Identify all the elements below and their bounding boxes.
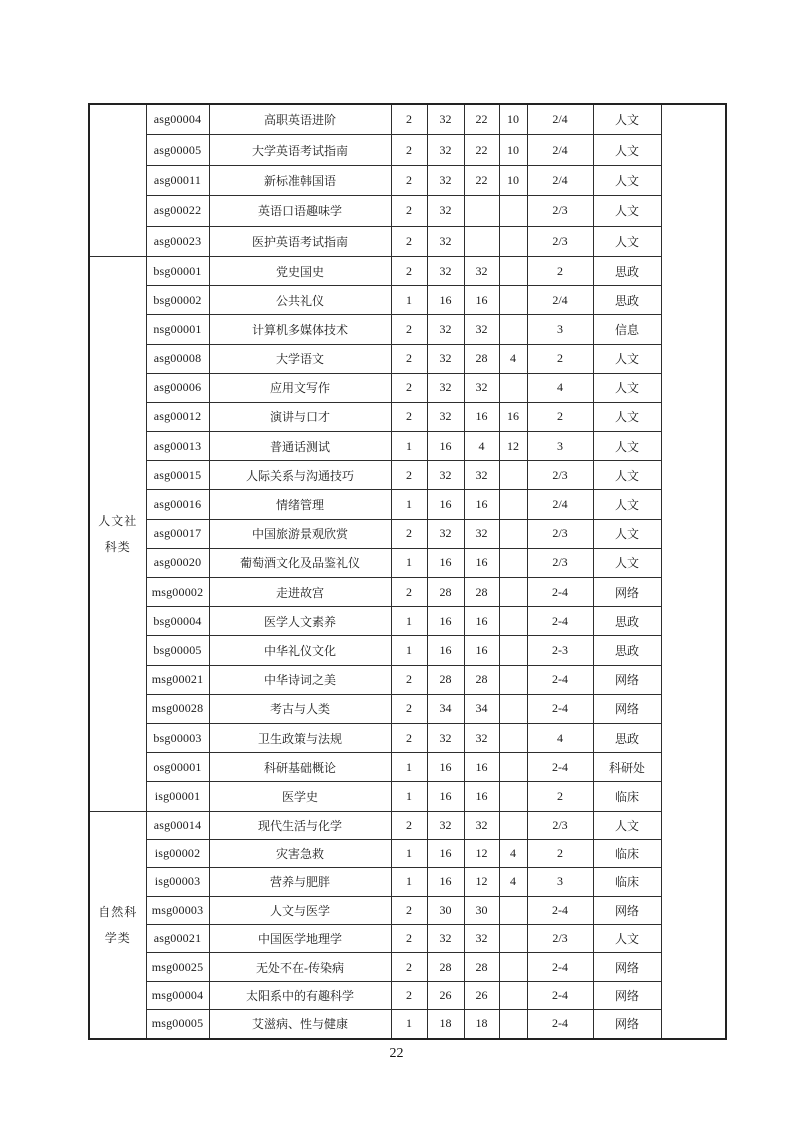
semester-cell: 3 — [527, 432, 593, 461]
semester-cell: 2-4 — [527, 953, 593, 981]
course-code-cell: asg00012 — [146, 402, 209, 431]
total-hours-cell: 16 — [427, 753, 464, 782]
table-row — [89, 196, 726, 226]
total-hours-cell: 32 — [427, 402, 464, 431]
total-hours-cell: 16 — [427, 548, 464, 577]
theory-hours-cell: 22 — [464, 135, 499, 165]
practice-hours-cell: 4 — [499, 344, 527, 373]
credits-cell: 2 — [391, 373, 427, 402]
course-code-cell: asg00017 — [146, 519, 209, 548]
semester-cell: 3 — [527, 868, 593, 896]
course-name-cell: 葡萄酒文化及品鉴礼仪 — [209, 548, 391, 577]
table-row — [89, 373, 726, 402]
course-table — [88, 103, 727, 1040]
course-code-cell: asg00016 — [146, 490, 209, 519]
theory-hours-cell: 22 — [464, 104, 499, 135]
course-code-cell: osg00001 — [146, 753, 209, 782]
credits-cell: 2 — [391, 135, 427, 165]
department-cell: 网络 — [593, 896, 661, 924]
category-label-line: 学类 — [104, 930, 131, 945]
course-code-cell: msg00028 — [146, 694, 209, 723]
practice-hours-cell — [499, 694, 527, 723]
credits-cell: 1 — [391, 490, 427, 519]
theory-hours-cell: 16 — [464, 548, 499, 577]
course-name-cell: 灾害急救 — [209, 839, 391, 867]
department-cell: 人文 — [593, 135, 661, 165]
credits-cell: 1 — [391, 607, 427, 636]
total-hours-cell: 26 — [427, 981, 464, 1009]
course-name-cell: 人际关系与沟通技巧 — [209, 461, 391, 490]
table-row — [89, 226, 726, 256]
course-code-cell: isg00003 — [146, 868, 209, 896]
semester-cell: 2/4 — [527, 286, 593, 315]
course-name-cell: 党史国史 — [209, 256, 391, 285]
table-row — [89, 694, 726, 723]
department-cell: 人文 — [593, 925, 661, 953]
credits-cell: 2 — [391, 578, 427, 607]
table-row — [89, 104, 726, 135]
credits-cell: 2 — [391, 196, 427, 226]
course-code-cell: bsg00005 — [146, 636, 209, 665]
credits-cell: 2 — [391, 315, 427, 344]
credits-cell: 1 — [391, 753, 427, 782]
course-name-cell: 现代生活与化学 — [209, 811, 391, 839]
semester-cell: 4 — [527, 373, 593, 402]
table-row — [89, 402, 726, 431]
practice-hours-cell — [499, 723, 527, 752]
credits-cell: 2 — [391, 981, 427, 1009]
total-hours-cell: 16 — [427, 636, 464, 665]
course-name-cell: 应用文写作 — [209, 373, 391, 402]
semester-cell: 2-3 — [527, 636, 593, 665]
course-code-cell: bsg00002 — [146, 286, 209, 315]
table-row — [89, 315, 726, 344]
course-name-cell: 科研基础概论 — [209, 753, 391, 782]
total-hours-cell: 32 — [427, 196, 464, 226]
credits-cell: 1 — [391, 782, 427, 811]
practice-hours-cell — [499, 782, 527, 811]
semester-cell: 3 — [527, 315, 593, 344]
total-hours-cell: 28 — [427, 953, 464, 981]
table-row — [89, 165, 726, 195]
semester-cell: 2/3 — [527, 461, 593, 490]
department-cell: 思政 — [593, 723, 661, 752]
theory-hours-cell: 32 — [464, 925, 499, 953]
department-cell: 思政 — [593, 286, 661, 315]
department-cell: 人文 — [593, 548, 661, 577]
theory-hours-cell: 32 — [464, 373, 499, 402]
course-code-cell: asg00013 — [146, 432, 209, 461]
total-hours-cell: 32 — [427, 226, 464, 256]
course-code-cell: isg00001 — [146, 782, 209, 811]
total-hours-cell: 16 — [427, 839, 464, 867]
table-row — [89, 256, 726, 285]
theory-hours-cell: 32 — [464, 811, 499, 839]
theory-hours-cell: 18 — [464, 1010, 499, 1039]
theory-hours-cell: 32 — [464, 519, 499, 548]
table-row — [89, 925, 726, 953]
course-code-cell: bsg00001 — [146, 256, 209, 285]
theory-hours-cell: 4 — [464, 432, 499, 461]
course-name-cell: 人文与医学 — [209, 896, 391, 924]
practice-hours-cell — [499, 519, 527, 548]
practice-hours-cell — [499, 665, 527, 694]
credits-cell: 1 — [391, 432, 427, 461]
table-row — [89, 344, 726, 373]
department-cell: 人文 — [593, 490, 661, 519]
theory-hours-cell: 16 — [464, 636, 499, 665]
course-code-cell: bsg00004 — [146, 607, 209, 636]
course-name-cell: 无处不在-传染病 — [209, 953, 391, 981]
credits-cell: 2 — [391, 226, 427, 256]
semester-cell: 2/4 — [527, 135, 593, 165]
empty-right-column-cell — [661, 104, 726, 1039]
credits-cell: 2 — [391, 694, 427, 723]
practice-hours-cell — [499, 226, 527, 256]
category-cell — [89, 256, 146, 811]
semester-cell: 2-4 — [527, 665, 593, 694]
theory-hours-cell: 26 — [464, 981, 499, 1009]
course-code-cell: msg00021 — [146, 665, 209, 694]
theory-hours-cell: 34 — [464, 694, 499, 723]
total-hours-cell: 32 — [427, 165, 464, 195]
theory-hours-cell — [464, 196, 499, 226]
course-name-cell: 走进故宫 — [209, 578, 391, 607]
course-name-cell: 新标准韩国语 — [209, 165, 391, 195]
practice-hours-cell — [499, 256, 527, 285]
table-row — [89, 665, 726, 694]
semester-cell: 4 — [527, 723, 593, 752]
course-name-cell: 计算机多媒体技术 — [209, 315, 391, 344]
total-hours-cell: 16 — [427, 607, 464, 636]
course-code-cell: msg00025 — [146, 953, 209, 981]
total-hours-cell: 28 — [427, 578, 464, 607]
credits-cell: 2 — [391, 104, 427, 135]
course-code-cell: asg00004 — [146, 104, 209, 135]
department-cell: 临床 — [593, 782, 661, 811]
course-name-cell: 普通话测试 — [209, 432, 391, 461]
course-code-cell: nsg00001 — [146, 315, 209, 344]
credits-cell: 2 — [391, 896, 427, 924]
table-row — [89, 811, 726, 839]
total-hours-cell: 32 — [427, 315, 464, 344]
total-hours-cell: 16 — [427, 286, 464, 315]
credits-cell: 2 — [391, 402, 427, 431]
credits-cell: 2 — [391, 256, 427, 285]
total-hours-cell: 32 — [427, 811, 464, 839]
total-hours-cell: 16 — [427, 868, 464, 896]
category-cell — [89, 811, 146, 1039]
course-code-cell: isg00002 — [146, 839, 209, 867]
department-cell: 网络 — [593, 953, 661, 981]
department-cell: 思政 — [593, 607, 661, 636]
practice-hours-cell — [499, 286, 527, 315]
category-label-line: 人文社 — [98, 513, 138, 528]
course-name-cell: 高职英语进阶 — [209, 104, 391, 135]
department-cell: 网络 — [593, 1010, 661, 1039]
semester-cell: 2/3 — [527, 519, 593, 548]
credits-cell: 2 — [391, 519, 427, 548]
semester-cell: 2-4 — [527, 981, 593, 1009]
practice-hours-cell: 16 — [499, 402, 527, 431]
total-hours-cell: 28 — [427, 665, 464, 694]
department-cell: 科研处 — [593, 753, 661, 782]
semester-cell: 2/3 — [527, 811, 593, 839]
theory-hours-cell: 16 — [464, 753, 499, 782]
practice-hours-cell: 10 — [499, 135, 527, 165]
category-label-line: 科类 — [104, 539, 131, 554]
course-name-cell: 演讲与口才 — [209, 402, 391, 431]
table-row — [89, 753, 726, 782]
course-code-cell: asg00006 — [146, 373, 209, 402]
department-cell: 临床 — [593, 868, 661, 896]
theory-hours-cell: 30 — [464, 896, 499, 924]
department-cell: 人文 — [593, 196, 661, 226]
semester-cell: 2-4 — [527, 607, 593, 636]
credits-cell: 1 — [391, 1010, 427, 1039]
table-row — [89, 607, 726, 636]
course-table-body — [89, 104, 726, 1039]
category-label-line: 自然科 — [98, 904, 138, 919]
credits-cell: 2 — [391, 165, 427, 195]
practice-hours-cell — [499, 461, 527, 490]
total-hours-cell: 30 — [427, 896, 464, 924]
department-cell: 网络 — [593, 578, 661, 607]
total-hours-cell: 32 — [427, 519, 464, 548]
department-cell: 思政 — [593, 636, 661, 665]
credits-cell: 2 — [391, 723, 427, 752]
total-hours-cell: 16 — [427, 490, 464, 519]
course-code-cell: asg00023 — [146, 226, 209, 256]
theory-hours-cell: 32 — [464, 461, 499, 490]
table-row — [89, 723, 726, 752]
practice-hours-cell: 10 — [499, 165, 527, 195]
table-row — [89, 953, 726, 981]
total-hours-cell: 32 — [427, 925, 464, 953]
table-row — [89, 981, 726, 1009]
semester-cell: 2-4 — [527, 753, 593, 782]
course-name-cell: 医护英语考试指南 — [209, 226, 391, 256]
course-code-cell: msg00005 — [146, 1010, 209, 1039]
course-name-cell: 大学英语考试指南 — [209, 135, 391, 165]
course-code-cell: msg00002 — [146, 578, 209, 607]
table-row — [89, 286, 726, 315]
table-row — [89, 839, 726, 867]
theory-hours-cell: 28 — [464, 344, 499, 373]
credits-cell: 1 — [391, 548, 427, 577]
semester-cell: 2/3 — [527, 548, 593, 577]
department-cell: 网络 — [593, 694, 661, 723]
practice-hours-cell — [499, 1010, 527, 1039]
credits-cell: 1 — [391, 839, 427, 867]
department-cell: 网络 — [593, 981, 661, 1009]
total-hours-cell: 34 — [427, 694, 464, 723]
course-code-cell: msg00004 — [146, 981, 209, 1009]
table-row — [89, 636, 726, 665]
practice-hours-cell: 10 — [499, 104, 527, 135]
semester-cell: 2/4 — [527, 490, 593, 519]
table-row — [89, 519, 726, 548]
theory-hours-cell: 16 — [464, 402, 499, 431]
practice-hours-cell — [499, 578, 527, 607]
table-row — [89, 782, 726, 811]
table-row — [89, 432, 726, 461]
credits-cell: 2 — [391, 665, 427, 694]
total-hours-cell: 16 — [427, 432, 464, 461]
theory-hours-cell: 16 — [464, 286, 499, 315]
course-code-cell: asg00021 — [146, 925, 209, 953]
semester-cell: 2 — [527, 839, 593, 867]
semester-cell: 2/4 — [527, 165, 593, 195]
semester-cell: 2 — [527, 402, 593, 431]
practice-hours-cell — [499, 953, 527, 981]
department-cell: 人文 — [593, 402, 661, 431]
course-name-cell: 中华诗词之美 — [209, 665, 391, 694]
course-code-cell: asg00008 — [146, 344, 209, 373]
theory-hours-cell: 32 — [464, 723, 499, 752]
course-name-cell: 情绪管理 — [209, 490, 391, 519]
practice-hours-cell — [499, 925, 527, 953]
semester-cell: 2-4 — [527, 578, 593, 607]
department-cell: 人文 — [593, 104, 661, 135]
page-number: 22 — [389, 1046, 404, 1061]
total-hours-cell: 32 — [427, 373, 464, 402]
semester-cell: 2/3 — [527, 196, 593, 226]
course-name-cell: 医学人文素养 — [209, 607, 391, 636]
department-cell: 人文 — [593, 432, 661, 461]
department-cell: 人文 — [593, 519, 661, 548]
course-name-cell: 考古与人类 — [209, 694, 391, 723]
theory-hours-cell: 16 — [464, 782, 499, 811]
table-row — [89, 868, 726, 896]
semester-cell: 2-4 — [527, 694, 593, 723]
total-hours-cell: 32 — [427, 344, 464, 373]
theory-hours-cell: 16 — [464, 490, 499, 519]
table-row — [89, 135, 726, 165]
course-code-cell: asg00015 — [146, 461, 209, 490]
credits-cell: 1 — [391, 868, 427, 896]
practice-hours-cell — [499, 981, 527, 1009]
course-name-cell: 营养与肥胖 — [209, 868, 391, 896]
course-code-cell: asg00020 — [146, 548, 209, 577]
course-name-cell: 太阳系中的有趣科学 — [209, 981, 391, 1009]
total-hours-cell: 32 — [427, 104, 464, 135]
practice-hours-cell — [499, 896, 527, 924]
semester-cell: 2-4 — [527, 1010, 593, 1039]
course-name-cell: 公共礼仪 — [209, 286, 391, 315]
credits-cell: 2 — [391, 925, 427, 953]
table-row — [89, 490, 726, 519]
semester-cell: 2 — [527, 344, 593, 373]
table-row — [89, 548, 726, 577]
theory-hours-cell: 12 — [464, 868, 499, 896]
table-row — [89, 578, 726, 607]
department-cell: 人文 — [593, 811, 661, 839]
table-row — [89, 896, 726, 924]
total-hours-cell: 32 — [427, 256, 464, 285]
total-hours-cell: 16 — [427, 782, 464, 811]
department-cell: 思政 — [593, 256, 661, 285]
table-row — [89, 461, 726, 490]
department-cell: 信息 — [593, 315, 661, 344]
semester-cell: 2 — [527, 256, 593, 285]
practice-hours-cell — [499, 753, 527, 782]
course-name-cell: 中国旅游景观欣赏 — [209, 519, 391, 548]
department-cell: 人文 — [593, 165, 661, 195]
course-name-cell: 卫生政策与法规 — [209, 723, 391, 752]
credits-cell: 2 — [391, 811, 427, 839]
practice-hours-cell — [499, 811, 527, 839]
course-name-cell: 大学语文 — [209, 344, 391, 373]
practice-hours-cell — [499, 196, 527, 226]
course-name-cell: 艾滋病、性与健康 — [209, 1010, 391, 1039]
department-cell: 网络 — [593, 665, 661, 694]
semester-cell: 2/4 — [527, 104, 593, 135]
theory-hours-cell: 28 — [464, 953, 499, 981]
course-code-cell: asg00014 — [146, 811, 209, 839]
theory-hours-cell: 16 — [464, 607, 499, 636]
theory-hours-cell: 12 — [464, 839, 499, 867]
practice-hours-cell: 4 — [499, 839, 527, 867]
department-cell: 人文 — [593, 373, 661, 402]
semester-cell: 2/3 — [527, 925, 593, 953]
practice-hours-cell: 4 — [499, 868, 527, 896]
department-cell: 临床 — [593, 839, 661, 867]
total-hours-cell: 32 — [427, 461, 464, 490]
course-name-cell: 英语口语趣味学 — [209, 196, 391, 226]
theory-hours-cell: 28 — [464, 665, 499, 694]
total-hours-cell: 18 — [427, 1010, 464, 1039]
course-name-cell: 医学史 — [209, 782, 391, 811]
practice-hours-cell — [499, 548, 527, 577]
theory-hours-cell: 22 — [464, 165, 499, 195]
credits-cell: 2 — [391, 344, 427, 373]
table-row — [89, 1010, 726, 1039]
practice-hours-cell — [499, 315, 527, 344]
practice-hours-cell — [499, 607, 527, 636]
credits-cell: 2 — [391, 953, 427, 981]
semester-cell: 2/3 — [527, 226, 593, 256]
practice-hours-cell — [499, 636, 527, 665]
department-cell: 人文 — [593, 344, 661, 373]
theory-hours-cell: 28 — [464, 578, 499, 607]
credits-cell: 1 — [391, 636, 427, 665]
theory-hours-cell: 32 — [464, 315, 499, 344]
theory-hours-cell — [464, 226, 499, 256]
course-code-cell: asg00011 — [146, 165, 209, 195]
practice-hours-cell: 12 — [499, 432, 527, 461]
department-cell: 人文 — [593, 461, 661, 490]
course-name-cell: 中国医学地理学 — [209, 925, 391, 953]
credits-cell: 1 — [391, 286, 427, 315]
semester-cell: 2-4 — [527, 896, 593, 924]
course-code-cell: bsg00003 — [146, 723, 209, 752]
course-name-cell: 中华礼仪文化 — [209, 636, 391, 665]
total-hours-cell: 32 — [427, 135, 464, 165]
department-cell: 人文 — [593, 226, 661, 256]
semester-cell: 2 — [527, 782, 593, 811]
course-code-cell: msg00003 — [146, 896, 209, 924]
practice-hours-cell — [499, 490, 527, 519]
credits-cell: 2 — [391, 461, 427, 490]
course-code-cell: asg00005 — [146, 135, 209, 165]
theory-hours-cell: 32 — [464, 256, 499, 285]
course-code-cell: asg00022 — [146, 196, 209, 226]
total-hours-cell: 32 — [427, 723, 464, 752]
category-cell — [89, 104, 146, 256]
practice-hours-cell — [499, 373, 527, 402]
